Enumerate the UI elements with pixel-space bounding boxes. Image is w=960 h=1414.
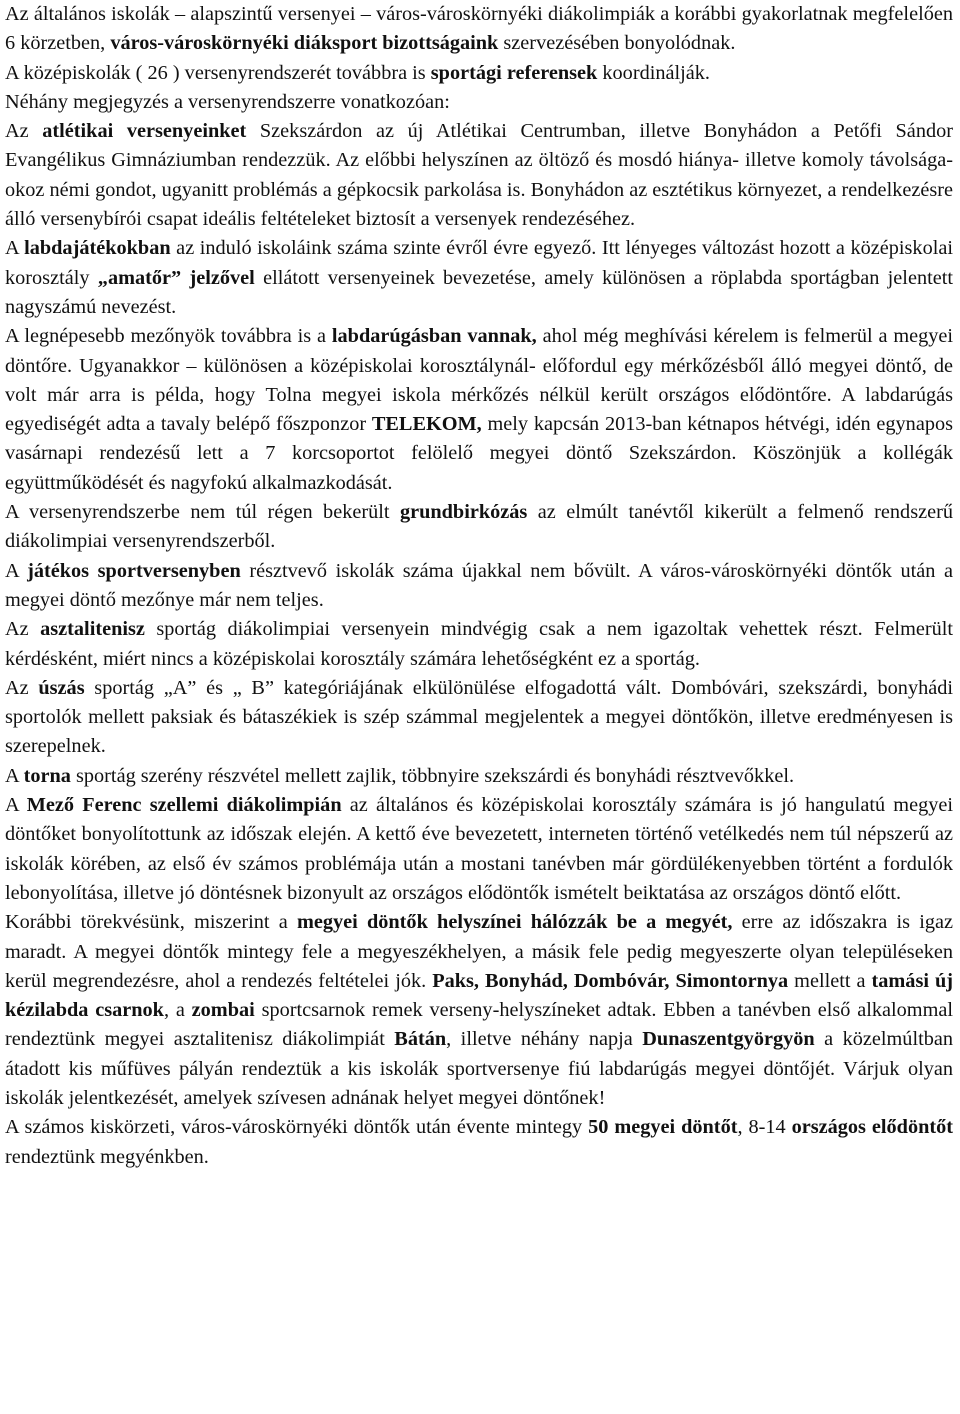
bold-text-run: labdajátékokban bbox=[24, 237, 171, 260]
bold-text-run: labdarúgásban vannak, bbox=[331, 325, 537, 348]
text-run: erre az időszakra is igaz maradt. A megyei döntők mintegy fele a megyeszékhelyen, a másik fele pedig megyeszerte olyan településeken kerül megrendezésre, ahol a rendezés feltételei jók. bbox=[5, 911, 953, 992]
bold-text-run: torna bbox=[23, 764, 71, 787]
paragraph bbox=[5, 0, 953, 59]
text-run: sportág szerény részvétel mellett zajlik, többnyire szekszárdi és bonyhádi résztvevőkkel. bbox=[70, 764, 795, 787]
text-run: szervezésében bonyolódnak. bbox=[498, 32, 736, 55]
bold-text-run: országos elődöntőt bbox=[791, 1116, 954, 1139]
bold-text-run: sportági referensek bbox=[430, 61, 598, 84]
text-run: Korábbi törekvésünk, miszerint a bbox=[5, 911, 297, 934]
text-run: A bbox=[5, 764, 24, 787]
text-run: az elmúlt tanévtől kikerült a felmenő rendszerű diákolimpiai versenyrendszerből. bbox=[5, 501, 953, 553]
text-run: A bbox=[5, 559, 28, 582]
text-run: Az általános iskolák – alapszintű versenyei – város-városkörnyéki diákolimpiák a korábbi gyakorlatnak megfelelően 6 körzetben, bbox=[5, 3, 953, 55]
bold-text-run: Bátán bbox=[394, 1028, 447, 1051]
text-run: Az bbox=[5, 676, 39, 699]
bold-text-run: úszás bbox=[38, 676, 85, 699]
text-run: az általános és középiskolai korosztály számára is jó hangulatú megyei döntőket bonyolítottunk az időszak elején. A kettő éve bevezetett, interneten történő vetélkedés nem túl népszerű az iskolák körében, az első év számos problémája után a mostani tanévben már gördülékenyebben történt a fordulók lebonyolítása, illetve jó döntésnek bizonyult az országos elődöntők ismételt beiktatása az országos döntő előtt. bbox=[5, 794, 953, 904]
text-run: , a bbox=[163, 999, 192, 1022]
paragraph bbox=[5, 791, 953, 908]
text-run: Az bbox=[5, 618, 41, 641]
paragraph bbox=[5, 234, 953, 322]
bold-text-run: „amatőr” jelzővel bbox=[97, 266, 255, 289]
text-run: , illetve néhány napja bbox=[446, 1028, 643, 1051]
paragraph bbox=[5, 117, 953, 234]
text-run: A legnépesebb mezőnyök továbbra is a bbox=[5, 325, 332, 348]
bold-text-run: asztalitenisz bbox=[40, 618, 145, 641]
text-run: ahol még meghívási kérelem is felmerül a megyei döntőre. Ugyanakkor – különösen a középiskolai korosztálynál- előfordul egy mérkőzésből álló megyei döntő, de volt már arra is példa, hogy Tolna megyei iskola mérkőzés nélkül került országos elődöntőre. A labdarúgás egyediségét adta a tavaly belépő főszponzor bbox=[5, 325, 954, 436]
paragraph bbox=[5, 59, 953, 88]
bold-text-run: Paks, Bonyhád, Dombóvár, Simontornya bbox=[432, 969, 789, 992]
paragraph bbox=[5, 674, 953, 762]
text-run: résztvevő iskolák száma újakkal nem bővült. A város-városkörnyéki döntők után a megyei döntő mezőnye már nem teljes. bbox=[5, 559, 953, 611]
paragraph bbox=[5, 557, 953, 616]
bold-text-run: atlétikai versenyeinket bbox=[42, 120, 247, 143]
text-run: , 8-14 bbox=[737, 1116, 792, 1139]
text-run: rendeztünk megyénkben. bbox=[5, 1145, 209, 1168]
text-run: az induló iskoláink száma szinte évről évre egyező. Itt lényeges változást hozott a középiskolai korosztály bbox=[5, 237, 953, 289]
text-run: sportág „A” és „ B” kategóriájának elkülönülése elfogadottá vált. Dombóvári, szekszárdi, bonyhádi sportolók mellett paksiak és bátaszékiek is szép számmal megjelentek a megyei döntőkön, illetve eredményesen is szerepelnek. bbox=[5, 676, 954, 758]
text-run: a közelmúltban átadott kis műfüves pályán rendeztük a kis iskolák sportversenye fiú labdarúgás megyei döntőjét. Várjuk olyan iskolák jelentkezését, amelyek szívesen adnának helyet megyei döntőnek! bbox=[5, 1028, 953, 1109]
text-run: sportcsarnok remek verseny-helyszíneket adtak. Ebben a tanévben első alkalommal rendeztünk megyei asztalitenisz diákolimpiát bbox=[5, 999, 953, 1051]
bold-text-run: 50 megyei döntőt bbox=[588, 1116, 738, 1139]
text-run: Az bbox=[5, 120, 43, 143]
text-run: Szekszárdon az új Atlétikai Centrumban, illetve Bonyhádon a Petőfi Sándor Evangélikus Gimnáziumban rendezzük. Az előbbi helyszínen az öltöző és mosdó hiánya- illetve komoly távolsága- okoz némi gondot, ugyanitt problémás a gépkocsik parkolása is. Bonyhádon az esztétikus környezet, a rendelkezésre álló versenybírói csapat ideális feltételeket biztosít a versenyek rendezéséhez. bbox=[5, 120, 953, 231]
bold-text-run: játékos sportversenyben bbox=[27, 559, 241, 582]
text-run: A számos kiskörzeti, város-városkörnyéki döntők után évente mintegy bbox=[5, 1116, 589, 1139]
bold-text-run: megyei döntők helyszínei hálózzák be a megyét, bbox=[296, 911, 733, 934]
paragraph bbox=[5, 322, 953, 498]
text-run: koordinálják. bbox=[597, 61, 710, 84]
bold-text-run: Dunaszentgyörgyön bbox=[642, 1028, 815, 1051]
paragraph bbox=[5, 1113, 953, 1172]
paragraph bbox=[5, 498, 953, 557]
text-run: A középiskolák ( 26 ) versenyrendszerét továbbra is bbox=[5, 61, 431, 84]
text-run: mely kapcsán 2013-ban kétnapos hétvégi, idén egynapos vasárnapi rendezésű lett a 7 korcsoportot felölelő megyei döntő Szekszárdon. Köszönjük a kollégák együttműködését és nagyfokú alkalmazkodását. bbox=[5, 413, 954, 494]
paragraph bbox=[5, 615, 953, 674]
bold-text-run: tamási új kézilabda csarnok bbox=[5, 969, 954, 1022]
text-run: Néhány megjegyzés a versenyrendszerre vonatkozóan: bbox=[5, 90, 450, 113]
text-run: A versenyrendszerbe nem túl régen bekerült bbox=[5, 501, 400, 524]
paragraph bbox=[5, 908, 953, 1113]
paragraph bbox=[5, 762, 953, 791]
text-run: sportág diákolimpiai versenyein mindvégig csak a nem igazoltak vehettek részt. Felmerült kérdésként, miért nincs a középiskolai korosztály számára lehetőségként ez a sportág. bbox=[5, 618, 954, 670]
bold-text-run: TELEKOM, bbox=[371, 413, 482, 436]
bold-text-run: zombai bbox=[191, 999, 255, 1022]
text-run: A bbox=[5, 794, 27, 817]
paragraph bbox=[5, 88, 953, 117]
bold-text-run: város-városkörnyéki diáksport bizottságaink bbox=[110, 32, 499, 55]
text-run: A bbox=[5, 237, 25, 260]
bold-text-run: grundbirkózás bbox=[399, 501, 528, 524]
bold-text-run: Mező Ferenc szellemi diákolimpián bbox=[26, 794, 342, 817]
text-run: ellátott versenyeinek bevezetése, amely különösen a röplabda sportágban jelentett nagyszámú nevezést. bbox=[5, 266, 953, 318]
text-run: mellett a bbox=[788, 969, 872, 992]
